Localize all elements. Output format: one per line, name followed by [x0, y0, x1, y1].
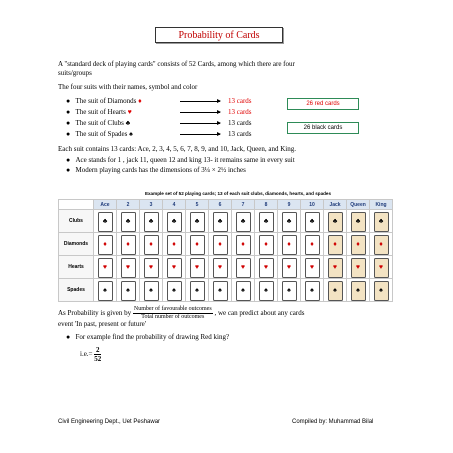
card-cell: [301, 210, 324, 233]
card-cell: [347, 210, 370, 233]
row-label: Hearts: [59, 256, 94, 279]
card-cell: [347, 233, 370, 256]
deck-caption: Example set of 52 playing cards; 13 of each suit clubs, diamonds, hearts, and spades: [144, 191, 332, 196]
table-row: [59, 279, 393, 302]
playing-card-icon: ♥: [167, 258, 182, 278]
suit-row: [66, 97, 142, 106]
card-cell: [232, 233, 255, 256]
suit-symbol-icon: ♥: [127, 108, 132, 116]
answer-numerator: 2: [96, 346, 100, 354]
column-header: King: [370, 200, 393, 210]
footer-left: Civil Engineering Dept., Uet Peshawar: [58, 419, 161, 425]
card-cell: [232, 279, 255, 302]
red-callout-text: 26 red cards: [306, 101, 340, 107]
playing-card-icon: ♦: [167, 235, 182, 255]
card-cell: [278, 233, 301, 256]
row-label: Spades: [59, 279, 94, 302]
bullet-2: [66, 166, 246, 175]
card-cell: [370, 233, 393, 256]
playing-card-icon: ♠: [351, 281, 366, 301]
playing-card-icon: ♥: [305, 258, 320, 278]
playing-card-icon: ♦: [236, 235, 251, 255]
column-header: Ace: [94, 200, 117, 210]
playing-card-icon: ♣: [190, 212, 205, 232]
column-header: Jack: [324, 200, 347, 210]
suit-symbol-icon: ♠: [129, 130, 133, 138]
playing-card-icon: ♥: [190, 258, 205, 278]
playing-card-icon: ♦: [374, 235, 389, 255]
card-cell: [163, 279, 186, 302]
playing-card-icon: ♣: [213, 212, 228, 232]
suit-count: 13 cards: [228, 119, 252, 127]
card-cell: [163, 256, 186, 279]
column-header: 6: [209, 200, 232, 210]
intro-line-2: suits/groups: [58, 69, 92, 77]
bullet-dot-icon: ●: [66, 333, 71, 341]
card-cell: [324, 210, 347, 233]
bullet-dot-icon: ●: [66, 166, 71, 174]
card-cell: [140, 210, 163, 233]
card-cell: [324, 233, 347, 256]
playing-card-icon: ♠: [190, 281, 205, 301]
playing-card-icon: ♠: [144, 281, 159, 301]
card-cell: [301, 279, 324, 302]
playing-card-icon: ♠: [328, 281, 343, 301]
formula-denominator: Total number of outcomes: [141, 314, 205, 320]
playing-card-icon: ♣: [259, 212, 274, 232]
table-row: [59, 210, 393, 233]
answer-denominator: 52: [94, 355, 102, 363]
playing-card-icon: ♠: [305, 281, 320, 301]
playing-card-icon: ♥: [144, 258, 159, 278]
suit-symbol-icon: ♦: [138, 97, 142, 105]
card-cell: [117, 279, 140, 302]
suit-label: The suit of Hearts: [75, 108, 126, 116]
row-label: Clubs: [59, 210, 94, 233]
playing-card-icon: ♠: [236, 281, 251, 301]
bullet-dot-icon: ●: [66, 97, 71, 105]
answer-fraction: [94, 346, 101, 363]
suit-label: The suit of Diamonds: [75, 97, 137, 105]
playing-card-icon: ♦: [213, 235, 228, 255]
deck-table-wrapper: [58, 199, 393, 302]
probability-line-2: event 'In past, present or future': [58, 320, 147, 328]
bullet-1-text: Ace stands for 1 , jack 11, queen 12 and king 13- it remains same in every suit: [75, 156, 295, 164]
card-cell: [94, 233, 117, 256]
card-cell: [232, 256, 255, 279]
playing-card-icon: ♥: [236, 258, 251, 278]
card-cell: [370, 210, 393, 233]
bullet-2-text: Modern playing cards has the dimensions of 3¼ × 2½ inches: [75, 166, 246, 174]
playing-card-icon: ♣: [121, 212, 136, 232]
column-header: 2: [117, 200, 140, 210]
deck-table: [58, 199, 393, 302]
playing-card-icon: ♣: [167, 212, 182, 232]
playing-card-icon: ♣: [374, 212, 389, 232]
playing-card-icon: ♥: [259, 258, 274, 278]
playing-card-icon: ♥: [98, 258, 113, 278]
probability-prefix: As Probability is given by: [58, 309, 132, 318]
card-cell: [301, 233, 324, 256]
playing-card-icon: ♠: [98, 281, 113, 301]
title-text: Probability of Cards: [178, 29, 260, 41]
bullet-dot-icon: ●: [66, 156, 71, 164]
suit-row: [66, 108, 132, 117]
row-label: Diamonds: [59, 233, 94, 256]
card-cell: [186, 210, 209, 233]
card-cell: [232, 210, 255, 233]
column-header: 7: [232, 200, 255, 210]
example-bullet: [66, 333, 229, 342]
playing-card-icon: ♣: [305, 212, 320, 232]
playing-card-icon: ♣: [282, 212, 297, 232]
suit-count: 13 cards: [228, 130, 252, 138]
card-cell: [209, 233, 232, 256]
playing-card-icon: ♦: [98, 235, 113, 255]
playing-card-icon: ♦: [190, 235, 205, 255]
card-cell: [347, 279, 370, 302]
playing-card-icon: ♣: [236, 212, 251, 232]
playing-card-icon: ♥: [121, 258, 136, 278]
table-row: [59, 256, 393, 279]
black-callout-text: 26 black cards: [303, 125, 343, 131]
arrow-icon: [180, 123, 220, 124]
formula-numerator: Number of favourable outcomes: [133, 306, 212, 312]
card-cell: [186, 233, 209, 256]
arrow-icon: [180, 112, 220, 113]
card-cell: [140, 233, 163, 256]
card-cell: [347, 256, 370, 279]
card-cell: [278, 279, 301, 302]
card-cell: [278, 256, 301, 279]
playing-card-icon: ♥: [213, 258, 228, 278]
playing-card-icon: ♦: [282, 235, 297, 255]
playing-card-icon: ♦: [351, 235, 366, 255]
playing-card-icon: ♦: [305, 235, 320, 255]
example-answer: [80, 346, 101, 363]
example-text: For example find the probability of drawing Red king?: [75, 333, 230, 341]
playing-card-icon: ♦: [144, 235, 159, 255]
card-cell: [94, 279, 117, 302]
bullet-dot-icon: ●: [66, 119, 71, 127]
suit-label: The suit of Spades: [75, 130, 128, 138]
playing-card-icon: ♠: [374, 281, 389, 301]
playing-card-icon: ♦: [328, 235, 343, 255]
suits-heading: The four suits with their names, symbol and color: [58, 83, 198, 91]
card-cell: [324, 256, 347, 279]
column-header: 10: [301, 200, 324, 210]
playing-card-icon: ♣: [351, 212, 366, 232]
column-header: 8: [255, 200, 278, 210]
black-cards-callout: [287, 122, 359, 134]
card-cell: [117, 233, 140, 256]
intro-line-1: A "standard deck of playing cards" consists of 52 Cards, among which there are four: [58, 60, 295, 68]
card-cell: [94, 210, 117, 233]
footer-right: Compiled by: Muhammad Bilal: [292, 419, 374, 425]
playing-card-icon: ♣: [144, 212, 159, 232]
card-cell: [255, 210, 278, 233]
playing-card-icon: ♦: [259, 235, 274, 255]
playing-card-icon: ♣: [98, 212, 113, 232]
card-cell: [117, 256, 140, 279]
column-header: 5: [186, 200, 209, 210]
card-cell: [186, 279, 209, 302]
card-cell: [117, 210, 140, 233]
suit-count: 13 cards: [228, 97, 252, 105]
card-cell: [278, 210, 301, 233]
page-title: [155, 27, 283, 43]
probability-suffix: , we can predict about any cards: [214, 309, 305, 318]
card-cell: [209, 279, 232, 302]
corner-cell: [59, 200, 94, 210]
playing-card-icon: ♣: [328, 212, 343, 232]
bullet-1: [66, 156, 295, 165]
playing-card-icon: ♠: [167, 281, 182, 301]
suit-row: [66, 130, 133, 139]
card-cell: [255, 256, 278, 279]
playing-card-icon: ♥: [328, 258, 343, 278]
ie-label: i.e.=: [80, 350, 93, 359]
card-cell: [163, 210, 186, 233]
probability-formula: [133, 306, 213, 321]
bullet-dot-icon: ●: [66, 130, 71, 138]
playing-card-icon: ♠: [213, 281, 228, 301]
arrow-icon: [180, 134, 220, 135]
column-header: 4: [163, 200, 186, 210]
probability-line: [58, 306, 304, 321]
card-cell: [370, 279, 393, 302]
playing-card-icon: ♥: [374, 258, 389, 278]
suit-label: The suit of Clubs: [75, 119, 124, 127]
playing-card-icon: ♥: [351, 258, 366, 278]
card-cell: [163, 233, 186, 256]
column-header: Queen: [347, 200, 370, 210]
suit-symbol-icon: ♣: [125, 119, 131, 127]
bullet-dot-icon: ●: [66, 108, 71, 116]
card-cell: [255, 233, 278, 256]
card-cell: [324, 279, 347, 302]
table-row: [59, 233, 393, 256]
suit-count: 13 cards: [228, 108, 252, 116]
card-cell: [186, 256, 209, 279]
playing-card-icon: ♠: [282, 281, 297, 301]
card-cell: [140, 279, 163, 302]
column-header: 9: [278, 200, 301, 210]
each-suit-text: Each suit contains 13 cards: Ace, 2, 3, 4, 5, 6, 7, 8, 9, and 10, Jack, Queen, and King.: [58, 145, 296, 153]
card-cell: [209, 256, 232, 279]
playing-card-icon: ♦: [121, 235, 136, 255]
card-cell: [255, 279, 278, 302]
card-cell: [209, 210, 232, 233]
card-cell: [301, 256, 324, 279]
column-header: 3: [140, 200, 163, 210]
playing-card-icon: ♥: [282, 258, 297, 278]
suit-row: [66, 119, 130, 128]
card-cell: [140, 256, 163, 279]
card-cell: [94, 256, 117, 279]
card-cell: [370, 256, 393, 279]
playing-card-icon: ♠: [121, 281, 136, 301]
arrow-icon: [180, 101, 220, 102]
red-cards-callout: [287, 98, 359, 110]
playing-card-icon: ♠: [259, 281, 274, 301]
